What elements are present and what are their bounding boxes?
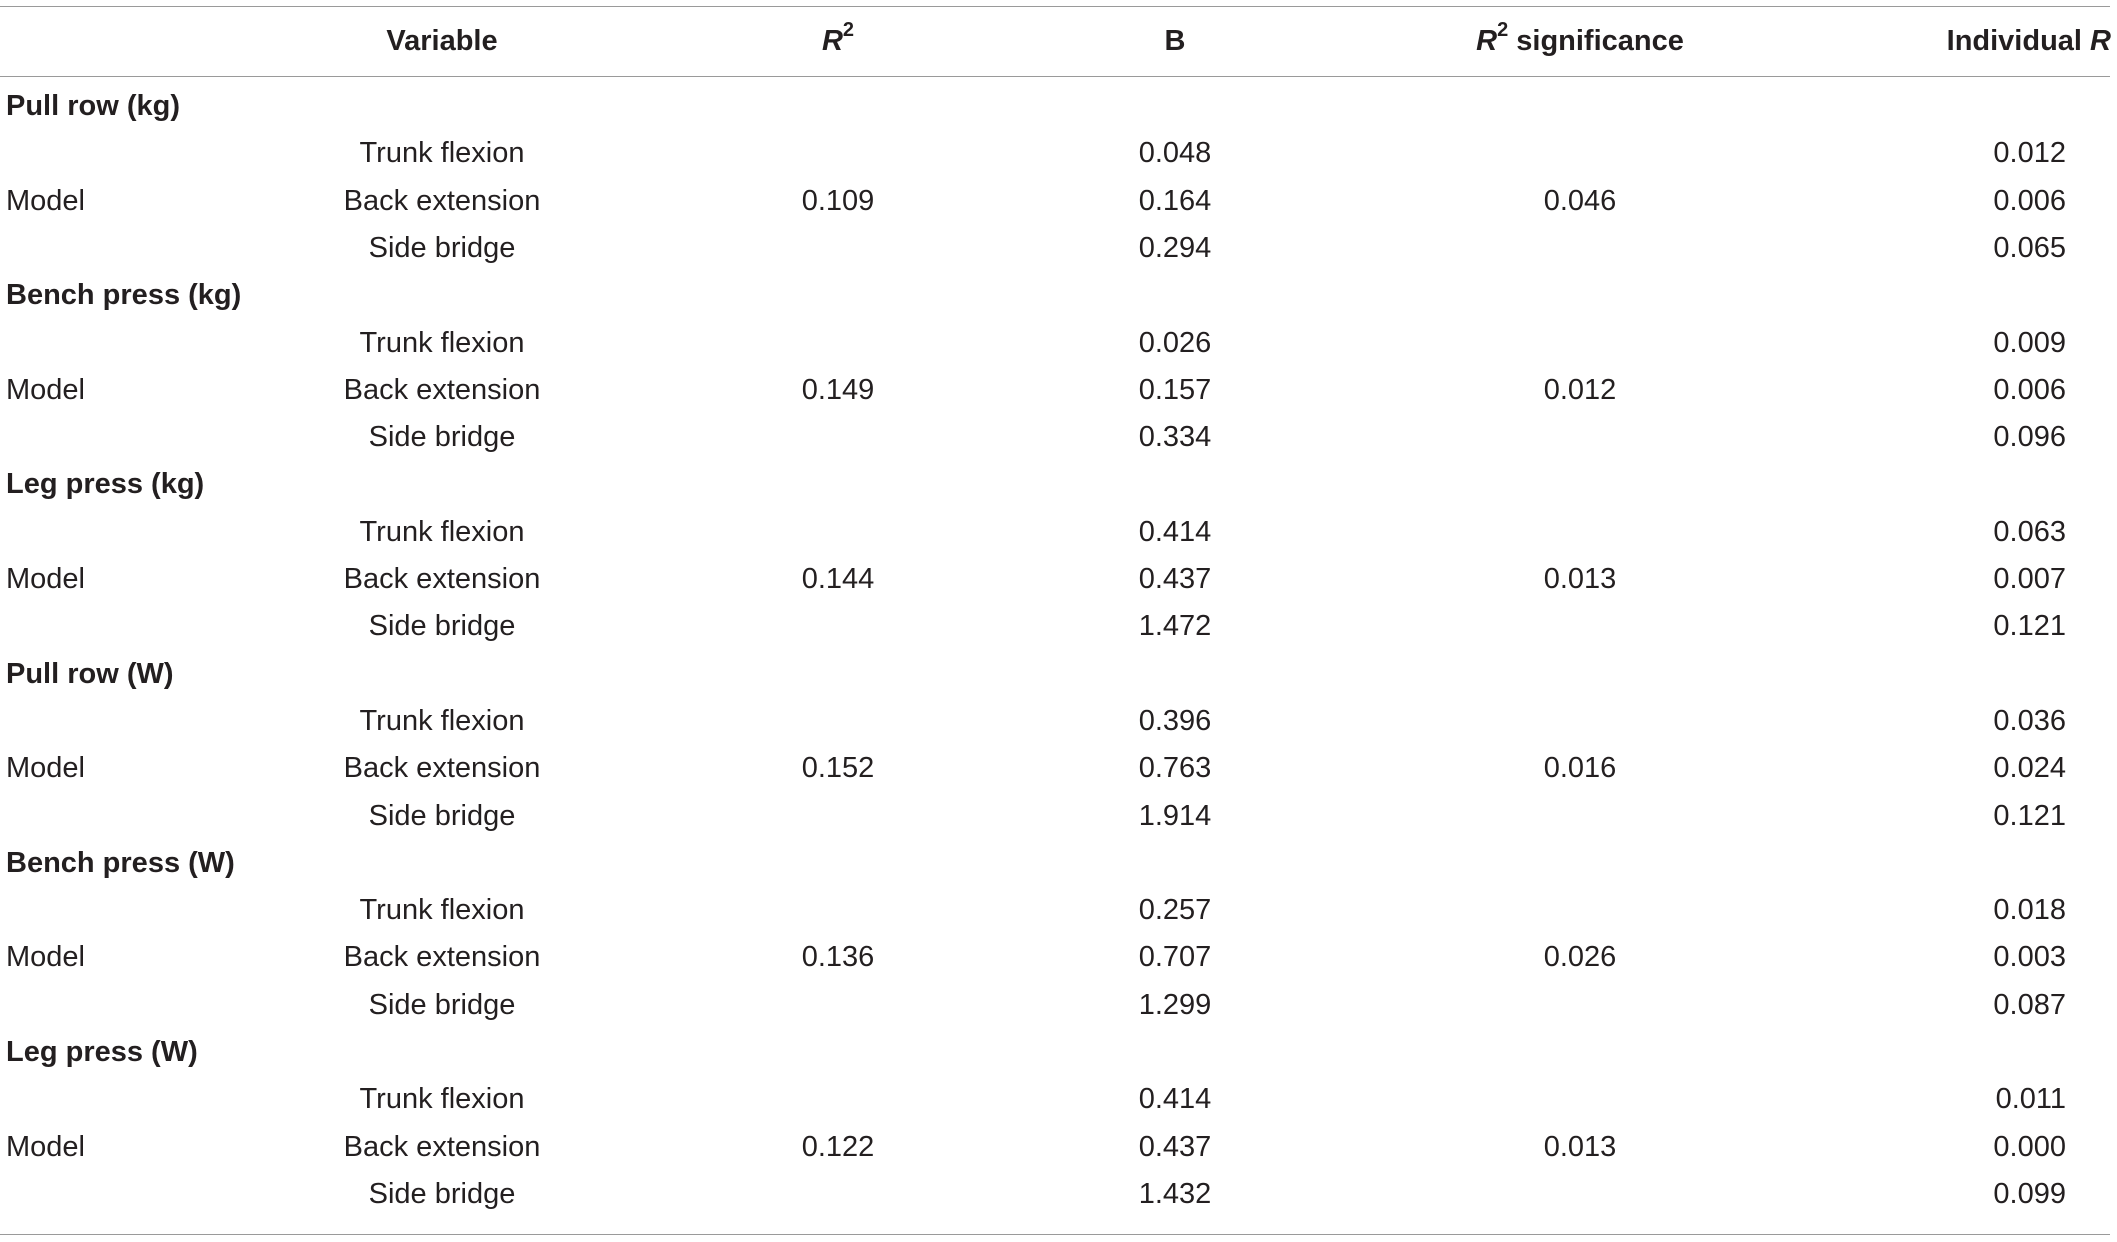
individual-r-value: 0.009 [1993, 326, 2066, 359]
b-value: 1.299 [1138, 988, 1212, 1021]
individual-r-value: 0.121 [1993, 610, 2066, 643]
b-value: 0.157 [1138, 373, 1212, 406]
individual-r-value: 0.011 [1995, 1083, 2066, 1116]
individual-r-value: 0.006 [1993, 373, 2066, 406]
individual-r-value: 0.000 [1993, 1130, 2066, 1163]
header-rule [0, 76, 2110, 77]
r-squared-value: 0.122 [801, 1130, 875, 1163]
variable-label: Trunk flexion [359, 704, 525, 737]
b-value: 0.294 [1138, 231, 1212, 264]
group-title: Leg press (W) [6, 1036, 198, 1068]
variable-label: Side bridge [368, 610, 516, 643]
group-title: Pull row (kg) [6, 90, 180, 122]
model-label: Model [6, 1130, 85, 1163]
individual-r-value: 0.007 [1993, 563, 2066, 595]
variable-label: Trunk flexion [359, 894, 525, 927]
b-value: 1.914 [1138, 799, 1212, 832]
r-squared-value: 0.136 [801, 941, 875, 974]
individual-r-value: 0.012 [1993, 137, 2066, 170]
b-value: 0.414 [1138, 515, 1212, 548]
variable-label: Back extension [343, 752, 541, 785]
header-variable: Variable [386, 25, 498, 57]
r-squared-value: 0.149 [801, 373, 875, 406]
header-r-squared-significance: $R^2$ significance [1476, 19, 1684, 57]
r-squared-significance-value: 0.046 [1543, 184, 1617, 217]
header-individual-r: Individual R [1946, 25, 2111, 57]
variable-label: Side bridge [368, 1177, 516, 1210]
model-label: Model [6, 941, 85, 974]
variable-label: Back extension [343, 1130, 541, 1163]
group-title: Bench press (kg) [6, 279, 242, 312]
individual-r-value: 0.121 [1993, 799, 2066, 832]
b-value: 0.048 [1138, 137, 1212, 170]
header-b: B [1164, 25, 1186, 57]
variable-label: Side bridge [368, 231, 516, 264]
variable-label: Back extension [343, 941, 541, 974]
b-value: 0.414 [1138, 1083, 1212, 1116]
variable-label: Back extension [343, 184, 541, 217]
variable-label: Back extension [343, 373, 541, 406]
table-bottom-rule [0, 1234, 2110, 1235]
individual-r-value: 0.036 [1993, 704, 2066, 737]
variable-label: Side bridge [368, 799, 516, 832]
r-squared-significance-value: 0.012 [1543, 373, 1617, 406]
variable-label: Trunk flexion [359, 137, 525, 170]
individual-r-value: 0.003 [1993, 941, 2066, 974]
b-value: 0.763 [1138, 752, 1212, 785]
individual-r-value: 0.099 [1993, 1177, 2066, 1210]
r-squared-value: 0.109 [801, 184, 875, 217]
individual-r-value: 0.018 [1993, 894, 2066, 927]
individual-r-value: 0.065 [1993, 231, 2066, 264]
b-value: 0.707 [1138, 941, 1212, 974]
individual-r-value: 0.096 [1993, 421, 2066, 454]
b-value: 0.437 [1138, 563, 1212, 595]
group-title: Leg press (kg) [6, 468, 205, 501]
r-squared-value: 0.144 [801, 563, 875, 595]
individual-r-value: 0.087 [1993, 988, 2066, 1021]
b-value: 0.257 [1138, 894, 1212, 927]
b-value: 0.164 [1138, 184, 1212, 217]
r-squared-value: 0.152 [801, 752, 875, 785]
group-title: Bench press (W) [6, 846, 235, 879]
model-label: Model [6, 184, 85, 217]
model-label: Model [6, 752, 85, 785]
variable-label: Trunk flexion [359, 1083, 525, 1116]
header-r-squared: $R^2$ [821, 19, 855, 57]
variable-label: Trunk flexion [359, 326, 525, 359]
group-title: Pull row (W) [6, 657, 174, 690]
variable-label: Side bridge [368, 988, 516, 1021]
individual-r-value: 0.006 [1993, 184, 2066, 217]
b-value: 0.437 [1138, 1130, 1212, 1163]
individual-r-value: 0.063 [1993, 515, 2066, 548]
r-squared-significance-value: 0.026 [1543, 941, 1617, 974]
model-label: Model [6, 563, 85, 595]
variable-label: Back extension [343, 563, 541, 595]
r-squared-significance-value: 0.016 [1543, 752, 1617, 785]
r-squared-significance-value: 0.013 [1543, 563, 1617, 595]
individual-r-value: 0.024 [1993, 752, 2066, 785]
variable-label: Side bridge [368, 421, 516, 454]
b-value: 0.026 [1138, 326, 1212, 359]
b-value: 0.334 [1138, 421, 1212, 454]
b-value: 1.472 [1138, 610, 1212, 643]
b-value: 0.396 [1138, 704, 1212, 737]
model-label: Model [6, 373, 85, 406]
variable-label: Trunk flexion [359, 515, 525, 548]
r-squared-significance-value: 0.013 [1543, 1130, 1617, 1163]
b-value: 1.432 [1138, 1177, 1212, 1210]
